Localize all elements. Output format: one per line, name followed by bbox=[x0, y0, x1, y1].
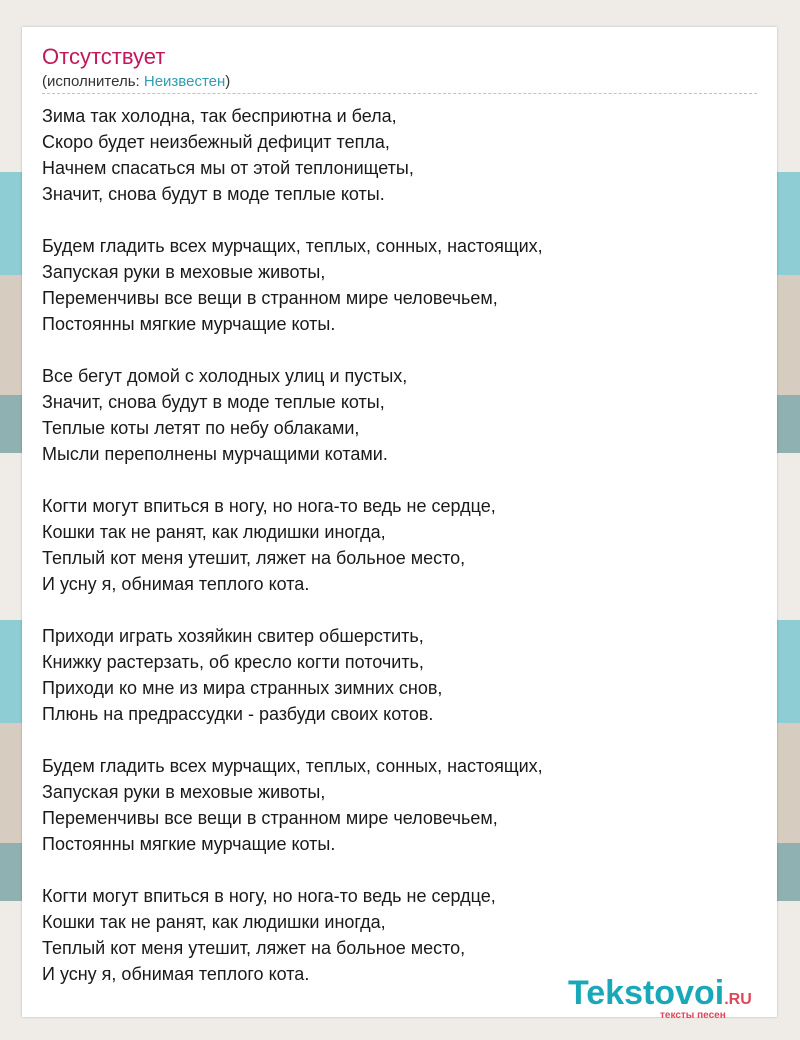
lyrics-line: Кошки так не ранят, как людишки иногда, bbox=[42, 912, 386, 932]
lyrics-line: Зима так холодна, так бесприютна и бела, bbox=[42, 106, 397, 126]
lyrics-line: Запуская руки в меховые животы, bbox=[42, 782, 326, 802]
lyrics-line: Приходи ко мне из мира странных зимних снов, bbox=[42, 678, 443, 698]
lyrics-line: Будем гладить всех мурчащих, теплых, сонных, настоящих, bbox=[42, 236, 543, 256]
lyrics-line: Переменчивы все вещи в странном мире человечьем, bbox=[42, 288, 498, 308]
lyrics-line: Скоро будет неизбежный дефицит тепла, bbox=[42, 132, 390, 152]
artist-link[interactable]: Неизвестен bbox=[143, 73, 226, 90]
lyrics-line: Значит, снова будут в моде теплые коты, bbox=[42, 392, 385, 412]
site-logo[interactable] bbox=[568, 974, 778, 1024]
lyrics-line: Значит, снова будут в моде теплые коты. bbox=[42, 184, 385, 204]
logo-domain-suffix: .RU bbox=[724, 991, 752, 1008]
lyrics-stanza bbox=[42, 233, 757, 337]
lyrics-card bbox=[22, 27, 777, 1021]
lyrics-line: Запуская руки в меховые животы, bbox=[42, 262, 326, 282]
lyrics-line: Будем гладить всех мурчащих, теплых, сонных, настоящих, bbox=[42, 756, 543, 776]
lyrics-line: Мысли переполнены мурчащими котами. bbox=[42, 444, 388, 464]
lyrics-line: Начнем спасаться мы от этой теплонищеты, bbox=[42, 158, 414, 178]
lyrics-line: Теплый кот меня утешит, ляжет на больное место, bbox=[42, 548, 466, 568]
logo-main-text: Tekstovoi bbox=[568, 974, 725, 1012]
lyrics-line: И усну я, обнимая теплого кота. bbox=[42, 964, 310, 984]
artist-line bbox=[42, 72, 230, 92]
artist-suffix: ) bbox=[225, 73, 231, 90]
lyrics-line: Когти могут впиться в ногу, но нога-то ведь не сердце, bbox=[42, 496, 496, 516]
lyrics-line: Плюнь на предрассудки - разбуди своих котов. bbox=[42, 704, 434, 724]
lyrics-stanza bbox=[42, 623, 757, 727]
song-title: Отсутствует bbox=[42, 44, 166, 69]
logo-tagline: тексты песен bbox=[660, 1010, 726, 1021]
lyrics-line: Постоянны мягкие мурчащие коты. bbox=[42, 314, 336, 334]
lyrics-body bbox=[42, 103, 757, 1013]
lyrics-stanza bbox=[42, 493, 757, 597]
lyrics-line: Кошки так не ранят, как людишки иногда, bbox=[42, 522, 386, 542]
lyrics-stanza bbox=[42, 363, 757, 467]
lyrics-line: И усну я, обнимая теплого кота. bbox=[42, 574, 310, 594]
lyrics-line: Постоянны мягкие мурчащие коты. bbox=[42, 834, 336, 854]
lyrics-stanza bbox=[42, 753, 757, 857]
lyrics-line: Теплые коты летят по небу облаками, bbox=[42, 418, 360, 438]
lyrics-stanza bbox=[42, 883, 757, 987]
lyrics-line: Когти могут впиться в ногу, но нога-то ведь не сердце, bbox=[42, 886, 496, 906]
lyrics-line: Теплый кот меня утешит, ляжет на больное место, bbox=[42, 938, 466, 958]
lyrics-line: Переменчивы все вещи в странном мире человечьем, bbox=[42, 808, 498, 828]
artist-prefix: (исполнитель: bbox=[42, 73, 144, 90]
lyrics-stanza bbox=[42, 103, 757, 207]
lyrics-line: Книжку растерзать, об кресло когти поточить, bbox=[42, 652, 424, 672]
lyrics-line: Приходи играть хозяйкин свитер обшерстить, bbox=[42, 626, 424, 646]
divider bbox=[42, 93, 757, 94]
lyrics-line: Все бегут домой с холодных улиц и пустых, bbox=[42, 366, 408, 386]
